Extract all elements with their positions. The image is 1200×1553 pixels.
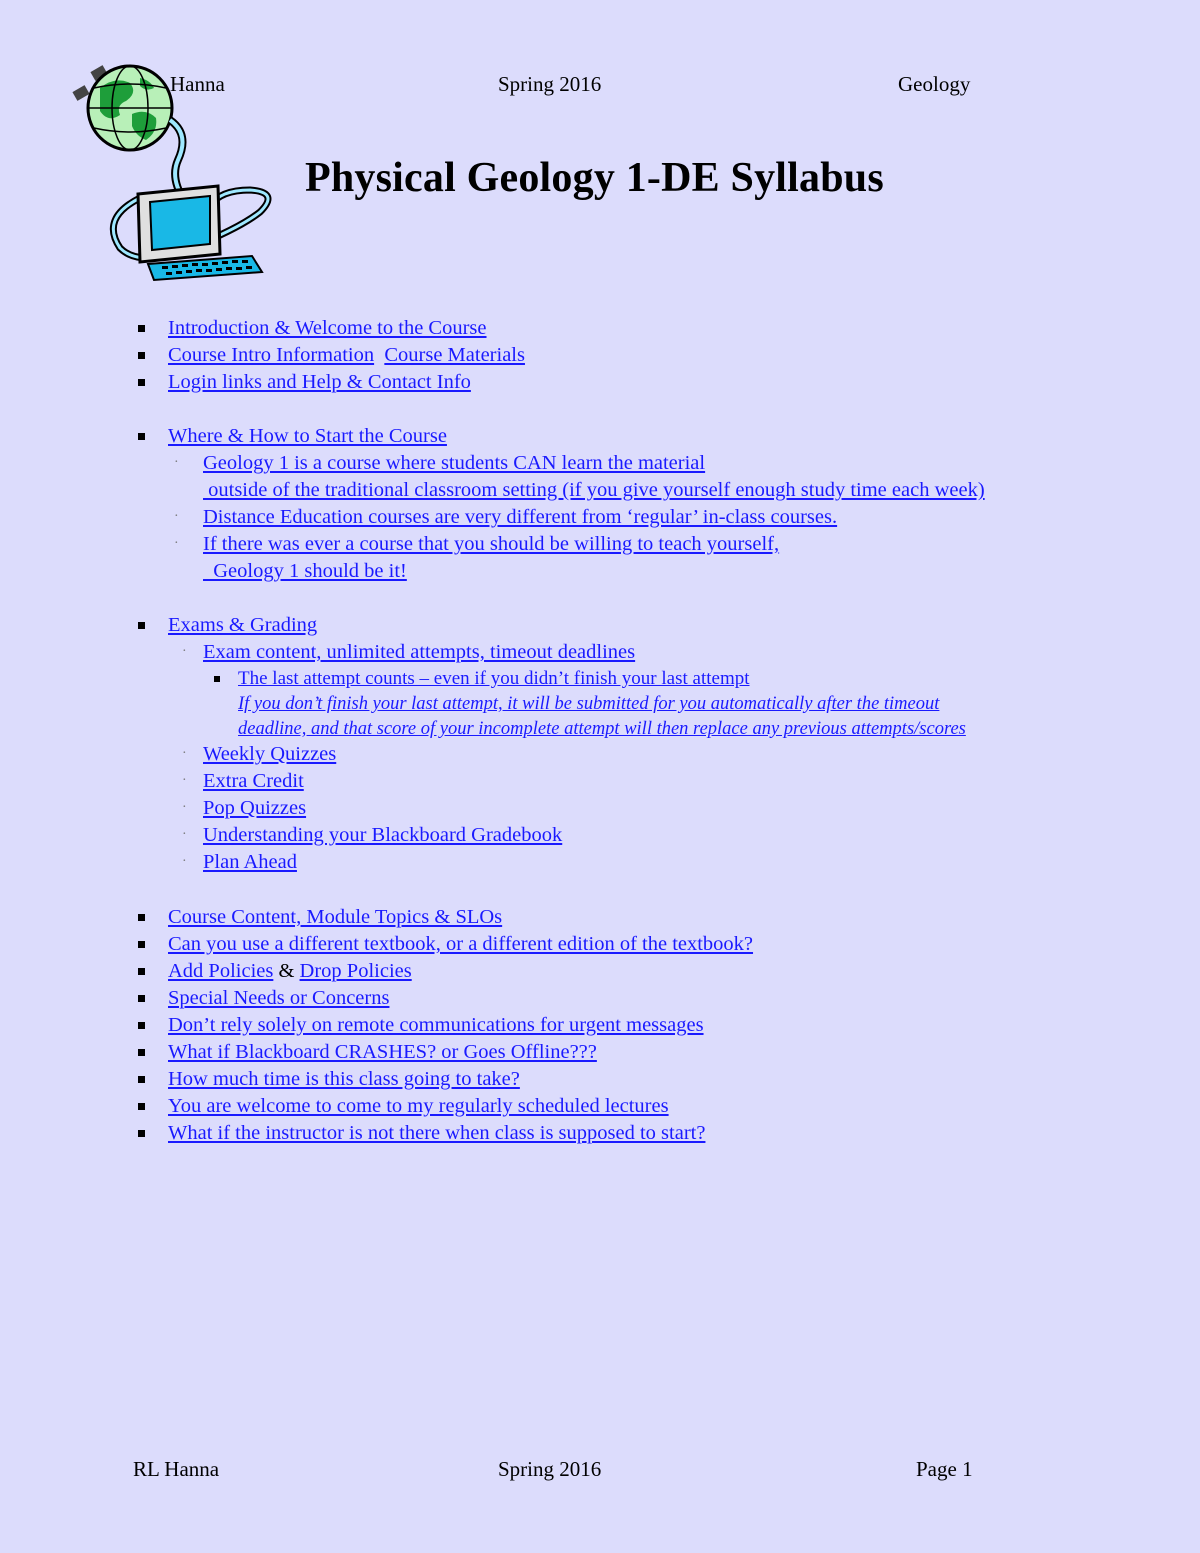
sub-bullet: · (174, 509, 179, 524)
link-plan-ahead[interactable]: Plan Ahead (203, 851, 297, 873)
link-exams-grading[interactable]: Exams & Grading (168, 614, 318, 636)
link-intro[interactable]: Introduction & Welcome to the Course (168, 317, 487, 339)
sub-bullet: · (182, 827, 187, 842)
link-instructor-absent[interactable]: What if the instructor is not there when class is supposed to start? (168, 1122, 706, 1144)
header-author: Hanna (170, 72, 225, 96)
footer-term: Spring 2016 (498, 1457, 602, 1481)
link-textbook[interactable]: Can you use a different textbook, or a different edition of the textbook? (168, 933, 754, 955)
link-course-intro-info[interactable]: Course Intro Information (168, 344, 375, 366)
sub-bullet: · (182, 854, 187, 869)
link-where-start[interactable]: Where & How to Start the Course (168, 425, 447, 447)
link-teach-yourself[interactable]: If there was ever a course that you should be willing to teach yourself, (203, 533, 780, 555)
link-course-materials[interactable]: Course Materials (384, 344, 525, 366)
link-add-policies[interactable]: Add Policies (168, 960, 274, 982)
link-course-content[interactable]: Course Content, Module Topics & SLOs (168, 906, 503, 928)
link-learn-material-cont[interactable]: outside of the traditional classroom setting (if you give yourself enough study time each week) (203, 479, 985, 501)
link-teach-yourself-cont[interactable]: Geology 1 should be it! (203, 560, 407, 582)
link-last-attempt-note-cont[interactable]: deadline, and that score of your incomplete attempt will then replace any previous attempts/scores (238, 719, 966, 739)
link-last-attempt[interactable]: The last attempt counts – even if you didn’t finish your last attempt (238, 668, 750, 689)
link-blackboard-crash[interactable]: What if Blackboard CRASHES? or Goes Offline??? (168, 1041, 597, 1063)
link-login-help[interactable]: Login links and Help & Contact Info (168, 371, 471, 393)
link-time-commitment[interactable]: How much time is this class going to take? (168, 1068, 520, 1090)
ampersand: & (273, 960, 300, 982)
sub-bullet: · (182, 773, 187, 788)
link-gradebook[interactable]: Understanding your Blackboard Gradebook (203, 824, 563, 846)
sub-bullet: · (174, 455, 179, 470)
link-distance-ed[interactable]: Distance Education courses are very different from ‘regular’ in-class courses. (203, 506, 838, 528)
sub-bullet: · (182, 644, 187, 659)
footer-author: RL Hanna (133, 1457, 220, 1481)
link-extra-credit[interactable]: Extra Credit (203, 770, 304, 792)
link-pop-quizzes[interactable]: Pop Quizzes (203, 797, 307, 819)
footer-page-number: Page 1 (916, 1457, 973, 1481)
link-last-attempt-note[interactable]: If you don’t finish your last attempt, it will be submitted for you automatically after the timeout (238, 694, 940, 714)
sub-bullet: · (182, 746, 187, 761)
link-learn-material[interactable]: Geology 1 is a course where students CAN learn the material (203, 452, 706, 474)
sub-bullet: · (182, 800, 187, 815)
globe-computer-clipart-icon (70, 58, 285, 286)
link-drop-policies[interactable]: Drop Policies (299, 960, 412, 982)
link-remote-comms[interactable]: Don’t rely solely on remote communications for urgent messages (168, 1014, 704, 1036)
sub-bullet: · (174, 536, 179, 551)
link-exam-content[interactable]: Exam content, unlimited attempts, timeout deadlines (203, 641, 636, 663)
link-lectures[interactable]: You are welcome to come to my regularly scheduled lectures (168, 1095, 669, 1117)
header-term: Spring 2016 (498, 72, 602, 96)
link-special-needs[interactable]: Special Needs or Concerns (168, 987, 390, 1009)
header-subject: Geology (898, 72, 971, 96)
page-title: Physical Geology 1-DE Syllabus (305, 155, 884, 201)
link-weekly-quizzes[interactable]: Weekly Quizzes (203, 743, 337, 765)
